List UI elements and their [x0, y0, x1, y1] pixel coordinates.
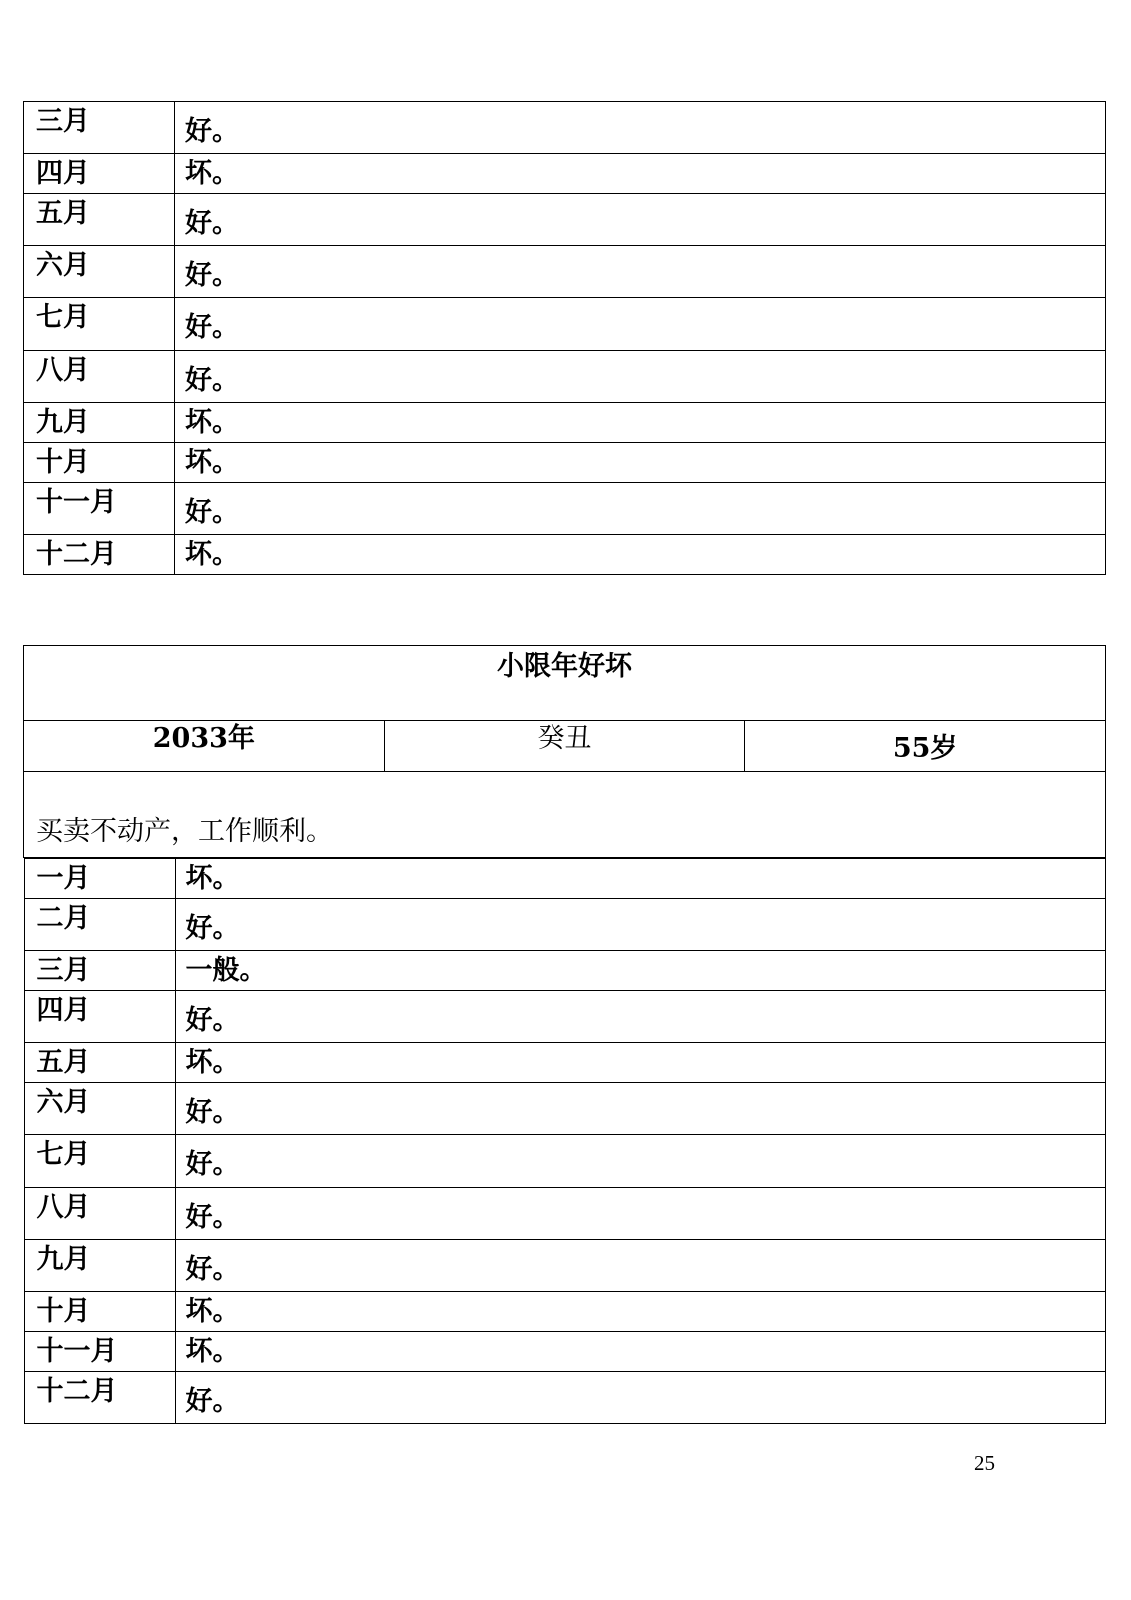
table-row [24, 535, 1106, 575]
month-label: 十月 [24, 443, 175, 483]
table-row [24, 1372, 1105, 1424]
month-assessment: 好。 [175, 483, 1106, 535]
month-assessment: 一般。 [175, 951, 1105, 991]
table-row [24, 951, 1105, 991]
table-row [24, 1332, 1105, 1372]
month-assessment: 好。 [175, 298, 1106, 351]
month-assessment: 坏。 [175, 859, 1105, 899]
table-row [24, 298, 1106, 351]
month-label: 九月 [24, 1240, 175, 1292]
table-row [24, 403, 1106, 443]
month-assessment: 坏。 [175, 154, 1106, 194]
month-label: 八月 [24, 351, 175, 403]
month-label: 六月 [24, 1083, 175, 1135]
age-cell: 55岁 [745, 721, 1106, 772]
month-assessment: 好。 [175, 1240, 1105, 1292]
month-assessment: 坏。 [175, 443, 1106, 483]
month-label: 四月 [24, 154, 175, 194]
table-row [24, 1043, 1105, 1083]
month-assessment: 坏。 [175, 535, 1106, 575]
month-label: 十二月 [24, 535, 175, 575]
table-row [24, 899, 1105, 951]
table-row [24, 194, 1106, 246]
month-label: 十月 [24, 1292, 175, 1332]
month-assessment: 好。 [175, 194, 1106, 246]
month-label: 六月 [24, 246, 175, 298]
month-label: 四月 [24, 991, 175, 1043]
table-row [24, 1083, 1105, 1135]
table-row [24, 1188, 1105, 1240]
month-label: 三月 [24, 951, 175, 991]
ganzhi-cell: 癸丑 [384, 721, 745, 772]
month-label: 七月 [24, 1135, 175, 1188]
month-assessment: 好。 [175, 1188, 1105, 1240]
table-row [24, 246, 1106, 298]
table-row [24, 991, 1105, 1043]
month-label: 十一月 [24, 1332, 175, 1372]
month-assessment: 好。 [175, 1083, 1105, 1135]
month-label: 十二月 [24, 1372, 175, 1424]
year-summary: 买卖不动产，工作顺利。 [24, 772, 1106, 858]
month-label: 十一月 [24, 483, 175, 535]
table-row [24, 483, 1106, 535]
yearly-table [23, 645, 1106, 1424]
month-assessment: 好。 [175, 1135, 1105, 1188]
month-assessment: 坏。 [175, 1043, 1105, 1083]
month-assessment: 好。 [175, 246, 1106, 298]
month-assessment: 好。 [175, 899, 1105, 951]
month-label: 八月 [24, 1188, 175, 1240]
month-label: 三月 [24, 102, 175, 154]
page-number: 25 [974, 1451, 995, 1475]
month-label: 五月 [24, 1043, 175, 1083]
month-assessment: 好。 [175, 1372, 1105, 1424]
table-row [24, 859, 1105, 899]
year-cell: 2033年 [24, 721, 385, 772]
month-label: 七月 [24, 298, 175, 351]
month-label: 一月 [24, 859, 175, 899]
monthly-table-top [23, 101, 1106, 575]
month-assessment: 坏。 [175, 1332, 1105, 1372]
month-assessment: 好。 [175, 991, 1105, 1043]
table-row [24, 443, 1106, 483]
month-label: 五月 [24, 194, 175, 246]
month-label: 二月 [24, 899, 175, 951]
table-row [24, 351, 1106, 403]
table-row [24, 1292, 1105, 1332]
table-row [24, 102, 1106, 154]
table-row [24, 1240, 1105, 1292]
month-label: 九月 [24, 403, 175, 443]
month-assessment: 坏。 [175, 403, 1106, 443]
month-assessment: 好。 [175, 102, 1106, 154]
table-row [24, 1135, 1105, 1188]
table-title: 小限年好坏 [24, 646, 1106, 721]
month-assessment: 好。 [175, 351, 1106, 403]
table-row [24, 154, 1106, 194]
month-assessment: 坏。 [175, 1292, 1105, 1332]
